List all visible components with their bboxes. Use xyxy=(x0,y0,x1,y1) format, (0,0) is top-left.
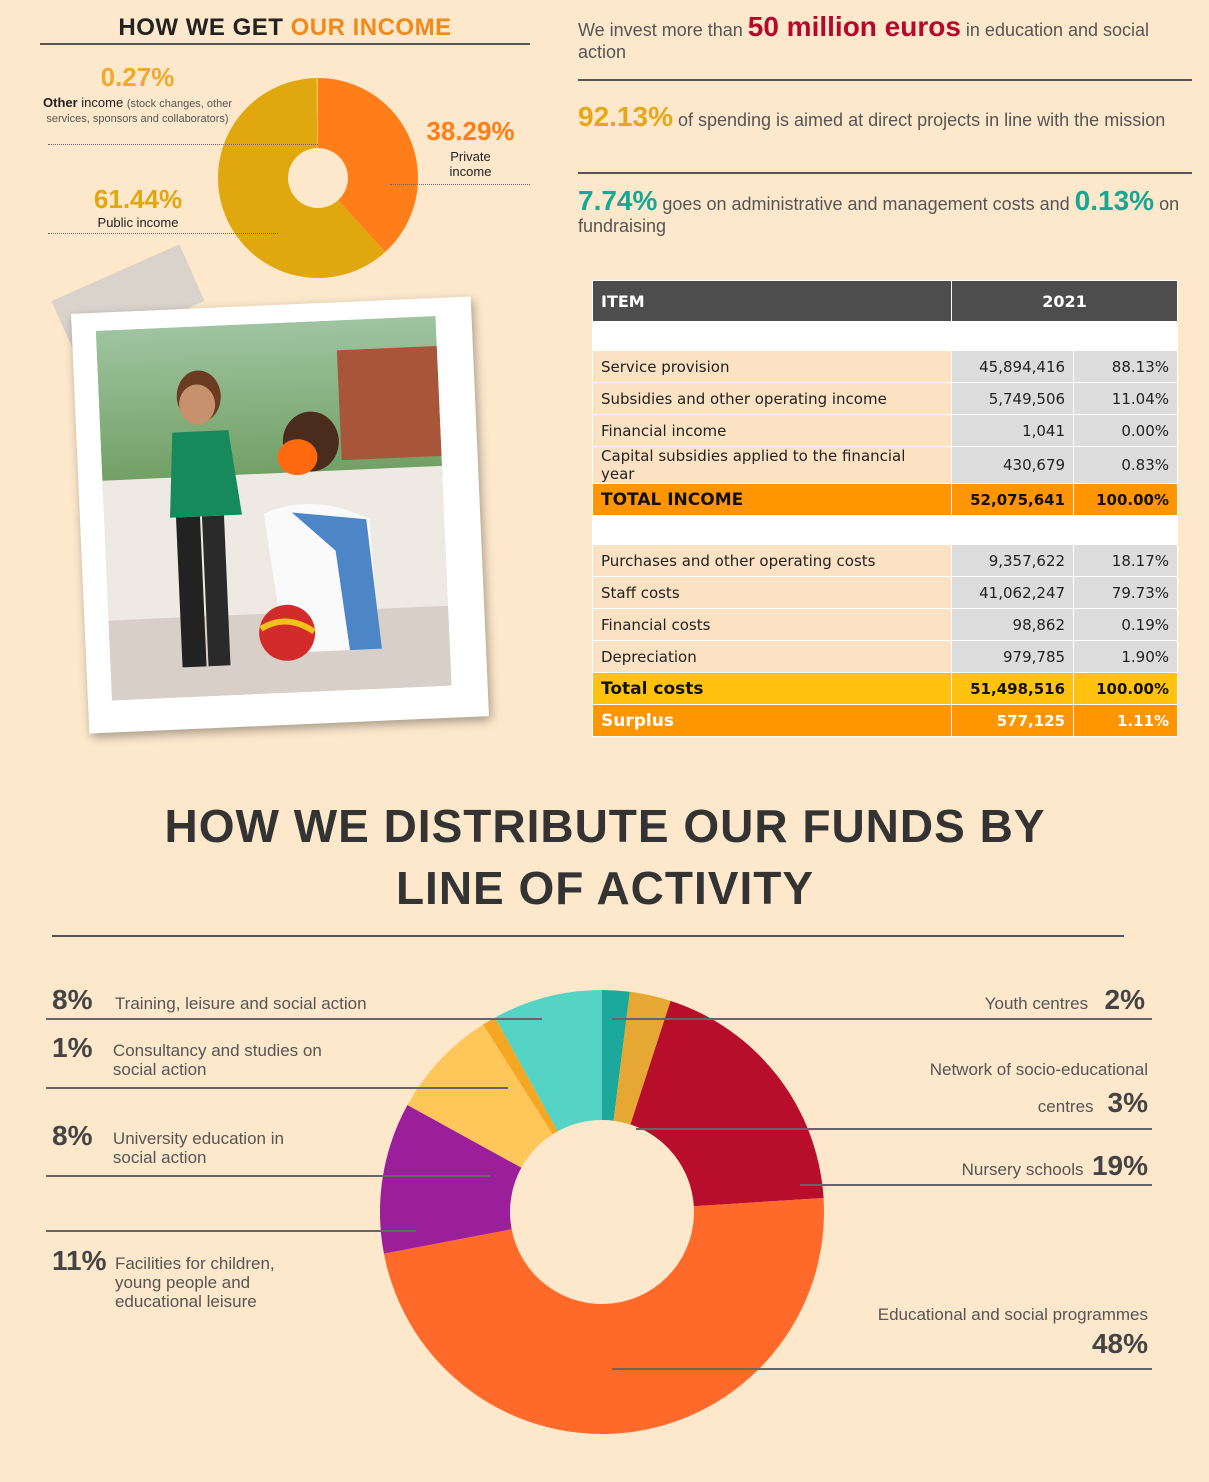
cost-label: Financial costs xyxy=(593,609,952,641)
legend-youth-leader xyxy=(612,1018,1152,1020)
legend-university-label1: University education in xyxy=(112,1129,284,1148)
cost-pct: 1.90% xyxy=(1074,641,1178,673)
income-value: 1,041 xyxy=(952,415,1074,447)
income-label: Subsidies and other operating income xyxy=(593,383,952,415)
other-income-label-rest: income xyxy=(77,95,124,110)
cost-value: 9,357,622 xyxy=(952,545,1074,577)
other-income-label-bold: Other xyxy=(43,95,78,110)
stat-direct-projects xyxy=(578,102,1188,135)
stat-admin-text: goes on administrative and management costs and xyxy=(657,194,1075,214)
legend-university xyxy=(52,1120,472,1168)
stat-investment-pre: We invest more than xyxy=(578,20,748,40)
income-rows xyxy=(593,351,1178,484)
legend-training-leader xyxy=(46,1018,542,1020)
cost-pct: 0.19% xyxy=(1074,609,1178,641)
cost-value: 41,062,247 xyxy=(952,577,1074,609)
legend-facilities-label2: young people and xyxy=(114,1273,251,1292)
table-header-item: ITEM xyxy=(593,281,952,322)
private-income-leader xyxy=(390,184,530,185)
surplus-label: Surplus xyxy=(593,705,952,737)
cost-label: Depreciation xyxy=(593,641,952,673)
table-row xyxy=(593,447,1178,484)
cost-label: Staff costs xyxy=(593,577,952,609)
stats-rule-1 xyxy=(578,79,1192,81)
stat-admin-costs xyxy=(578,185,1193,237)
table-spacer-costs xyxy=(593,516,1178,545)
legend-facilities-leader xyxy=(46,1230,416,1232)
stat-fundraising-pct: 0.13% xyxy=(1074,185,1155,216)
table-row xyxy=(593,383,1178,415)
total-income-row xyxy=(593,484,1178,516)
public-income-legend xyxy=(78,184,198,230)
legend-network-pct: 3% xyxy=(1107,1087,1148,1118)
total-income-label: TOTAL INCOME xyxy=(593,484,952,516)
legend-university-label2: social action xyxy=(112,1148,207,1167)
cost-rows xyxy=(593,545,1178,673)
financial-table xyxy=(592,280,1178,737)
legend-training-label: Training, leisure and social action xyxy=(114,994,367,1013)
surplus-pct: 1.11% xyxy=(1074,705,1178,737)
legend-network xyxy=(800,1060,1148,1119)
legend-facilities-pct: 11% xyxy=(52,1245,107,1276)
other-income-pct: 0.27% xyxy=(100,62,175,92)
income-value: 45,894,416 xyxy=(952,351,1074,383)
legend-consultancy-pct: 1% xyxy=(52,1032,93,1063)
stat-investment xyxy=(578,11,1188,63)
cost-label: Purchases and other operating costs xyxy=(593,545,952,577)
legend-training-pct: 8% xyxy=(52,984,93,1015)
other-income-note: (stock changes, other services, sponsors and collaborators) xyxy=(46,98,232,125)
cost-value: 979,785 xyxy=(952,641,1074,673)
income-title-highlight: OUR INCOME xyxy=(290,14,452,41)
legend-nursery-pct: 19% xyxy=(1091,1150,1148,1181)
legend-programmes-label: Educational and social programmes xyxy=(877,1305,1148,1324)
stats-rule-2 xyxy=(578,172,1192,174)
table-row xyxy=(593,545,1178,577)
table-row xyxy=(593,609,1178,641)
private-income-legend xyxy=(418,116,523,179)
stat-admin-pct: 7.74% xyxy=(578,185,658,216)
stat-direct-projects-pct: 92.13% xyxy=(578,101,673,132)
distribution-title-line2: LINE OF ACTIVITY xyxy=(395,862,815,914)
table-header-row xyxy=(593,281,1178,322)
legend-youth-pct: 2% xyxy=(1104,984,1145,1015)
legend-training xyxy=(52,984,472,1016)
legend-network-label1: Network of socio-educational xyxy=(929,1060,1148,1079)
table-row xyxy=(593,415,1178,447)
income-pct: 11.04% xyxy=(1074,383,1178,415)
legend-university-leader xyxy=(46,1175,490,1177)
private-income-pct: 38.29% xyxy=(426,116,515,146)
total-costs-value: 51,498,516 xyxy=(952,673,1074,705)
distribution-title-line1: HOW WE DISTRIBUTE OUR FUNDS BY xyxy=(164,800,1046,852)
income-label: Financial income xyxy=(593,415,952,447)
legend-consultancy-label2: social action xyxy=(112,1060,207,1079)
legend-programmes-pct: 48% xyxy=(1091,1328,1148,1359)
income-label: Service provision xyxy=(593,351,952,383)
legend-facilities-label3: educational leisure xyxy=(114,1292,257,1311)
table-row xyxy=(593,351,1178,383)
total-income-value: 52,075,641 xyxy=(952,484,1074,516)
total-costs-row xyxy=(593,673,1178,705)
income-title xyxy=(40,14,530,42)
income-title-rule xyxy=(40,43,530,45)
total-income-pct: 100.00% xyxy=(1074,484,1178,516)
income-donut-chart xyxy=(210,70,426,286)
legend-consultancy xyxy=(52,1032,472,1080)
legend-consultancy-label1: Consultancy and studies on xyxy=(112,1041,322,1060)
legend-network-leader xyxy=(636,1128,1152,1130)
distribution-title-rule xyxy=(52,935,1124,937)
income-pct: 0.00% xyxy=(1074,415,1178,447)
surplus-value: 577,125 xyxy=(952,705,1074,737)
legend-programmes xyxy=(760,1305,1148,1360)
table-header-year: 2021 xyxy=(952,281,1178,322)
public-income-leader xyxy=(48,233,278,234)
legend-programmes-leader xyxy=(612,1368,1152,1370)
table-row xyxy=(593,641,1178,673)
other-income-leader xyxy=(48,144,318,145)
distribution-title xyxy=(100,795,1110,919)
total-costs-label: Total costs xyxy=(593,673,952,705)
legend-nursery-label: Nursery schools xyxy=(961,1160,1084,1179)
legend-consultancy-leader xyxy=(46,1087,508,1089)
photo-image xyxy=(96,316,452,700)
legend-network-label2: centres xyxy=(1037,1097,1094,1116)
legend-university-pct: 8% xyxy=(52,1120,93,1151)
private-income-label: Private income xyxy=(449,149,492,179)
legend-youth xyxy=(800,984,1145,1016)
other-income-legend xyxy=(40,62,235,125)
cost-value: 98,862 xyxy=(952,609,1074,641)
income-pct: 88.13% xyxy=(1074,351,1178,383)
table-row xyxy=(593,577,1178,609)
public-income-pct: 61.44% xyxy=(93,184,183,214)
photo-frame xyxy=(71,296,489,733)
legend-youth-label: Youth centres xyxy=(984,994,1089,1013)
stat-direct-projects-text: of spending is aimed at direct projects in line with the mission xyxy=(672,110,1166,130)
stat-investment-post: in education and social action xyxy=(578,20,1150,62)
legend-facilities xyxy=(52,1245,472,1312)
income-value: 430,679 xyxy=(952,447,1074,484)
cost-pct: 79.73% xyxy=(1074,577,1178,609)
income-value: 5,749,506 xyxy=(952,383,1074,415)
income-pct: 0.83% xyxy=(1074,447,1178,484)
income-title-prefix: HOW WE GET xyxy=(118,14,291,41)
income-label: Capital subsidies applied to the financial year xyxy=(593,447,952,484)
total-costs-pct: 100.00% xyxy=(1074,673,1178,705)
surplus-row xyxy=(593,705,1178,737)
stat-investment-amount: 50 million euros xyxy=(747,11,961,42)
legend-facilities-label1: Facilities for children, xyxy=(114,1254,275,1273)
table-spacer-income xyxy=(593,322,1178,351)
stat-fundraising-text: on fundraising xyxy=(578,194,1180,236)
legend-nursery xyxy=(800,1150,1148,1182)
legend-nursery-leader xyxy=(800,1184,1152,1186)
cost-pct: 18.17% xyxy=(1074,545,1178,577)
public-income-label: Public income xyxy=(97,215,179,230)
